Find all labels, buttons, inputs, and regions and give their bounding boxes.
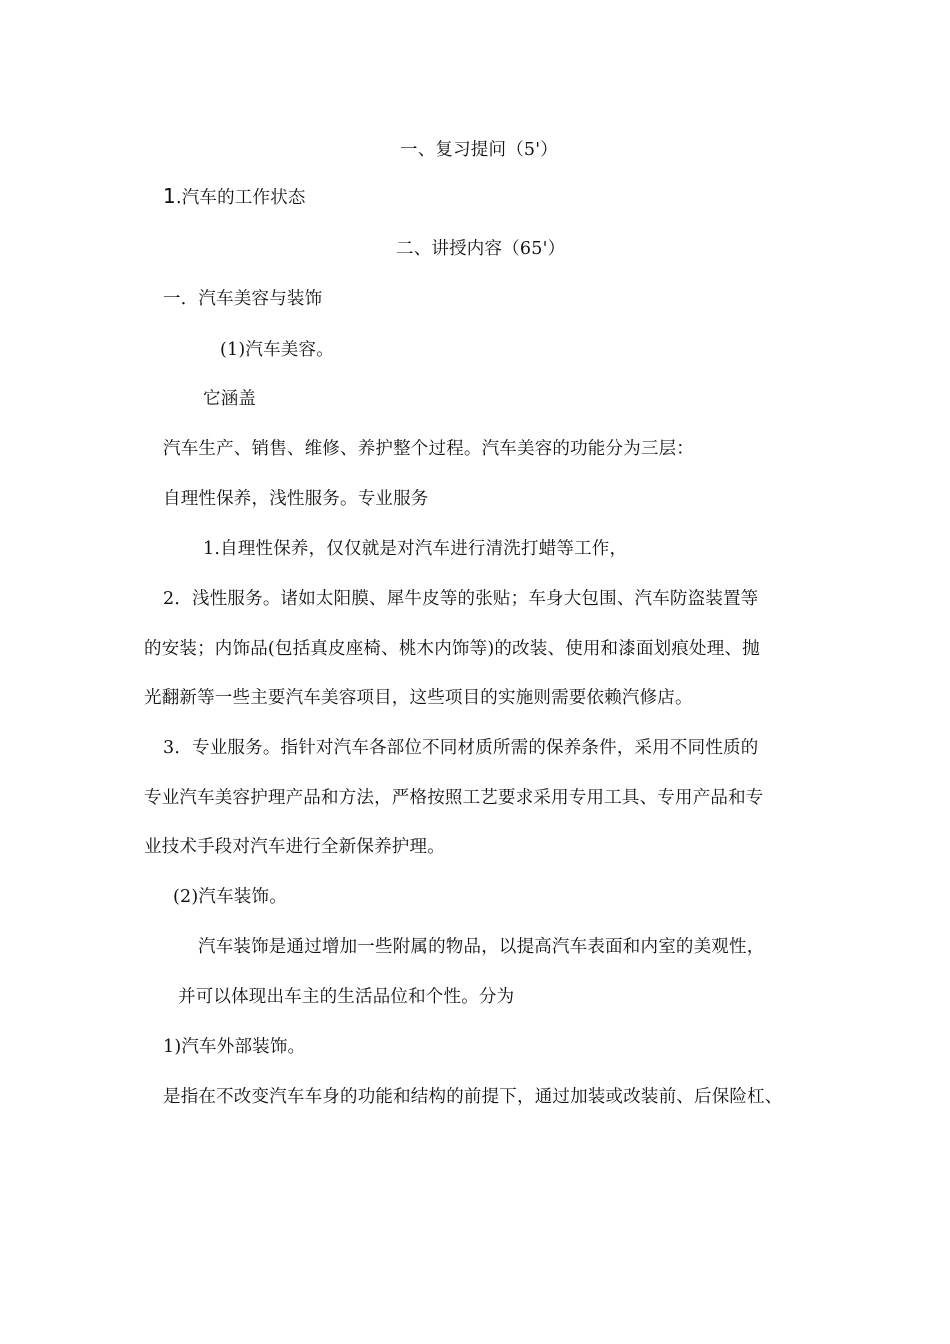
paragraph-line: 业技术手段对汽车进行全新保养护理。 — [144, 837, 445, 857]
paragraph-line: 并可以体现出车主的生活品位和个性。分为 — [178, 987, 515, 1007]
paragraph-line: 汽车装饰是通过增加一些附属的物品，以提高汽车表面和内室的美观性， — [198, 937, 765, 957]
paragraph-line: 是指在不改变汽车车身的功能和结构的前提下，通过加装或改装前、后保险杠、 — [163, 1087, 783, 1107]
section-heading-lecture: 二、讲授内容（65'） — [396, 239, 566, 259]
paragraph-line: 的安装；内饰品(包括真皮座椅、桃木内饰等)的改装、使用和漆面划痕处理、抛 — [144, 639, 760, 659]
paragraph-line: 自理性保养，浅性服务。专业服务 — [163, 489, 429, 509]
review-item-number: 1 — [163, 184, 176, 208]
review-item-text: .汽车的工作状态 — [175, 188, 306, 208]
list-item-level2: 2．浅性服务。诸如太阳膜、犀牛皮等的张贴；车身大包围、汽车防盗装置等 — [163, 589, 759, 609]
review-item — [163, 183, 306, 211]
list-item-level1: 1.自理性保养，仅仅就是对汽车进行清洗打蜡等工作， — [203, 539, 628, 559]
subsection-title-decoration: (2)汽车装饰。 — [173, 887, 287, 907]
list-item-level3: 3．专业服务。指针对汽车各部位不同材质所需的保养条件，采用不同性质的 — [163, 738, 759, 758]
paragraph-line: 光翻新等一些主要汽车美容项目，这些项目的实施则需要依赖汽修店。 — [144, 688, 693, 708]
topic-heading: 一．汽车美容与装饰 — [163, 289, 323, 309]
paragraph-line: 汽车生产、销售、维修、养护整个过程。汽车美容的功能分为三层： — [163, 439, 694, 459]
paragraph-line: 它涵盖 — [203, 389, 257, 409]
paragraph-line: 专业汽车美容护理产品和方法，严格按照工艺要求采用专用工具、专用产品和专 — [144, 788, 764, 808]
subsection-title-beauty: (1)汽车美容。 — [220, 340, 334, 360]
section-heading-review: 一、复习提问（5'） — [400, 140, 558, 160]
list-item-exterior: 1)汽车外部装饰。 — [163, 1037, 306, 1057]
